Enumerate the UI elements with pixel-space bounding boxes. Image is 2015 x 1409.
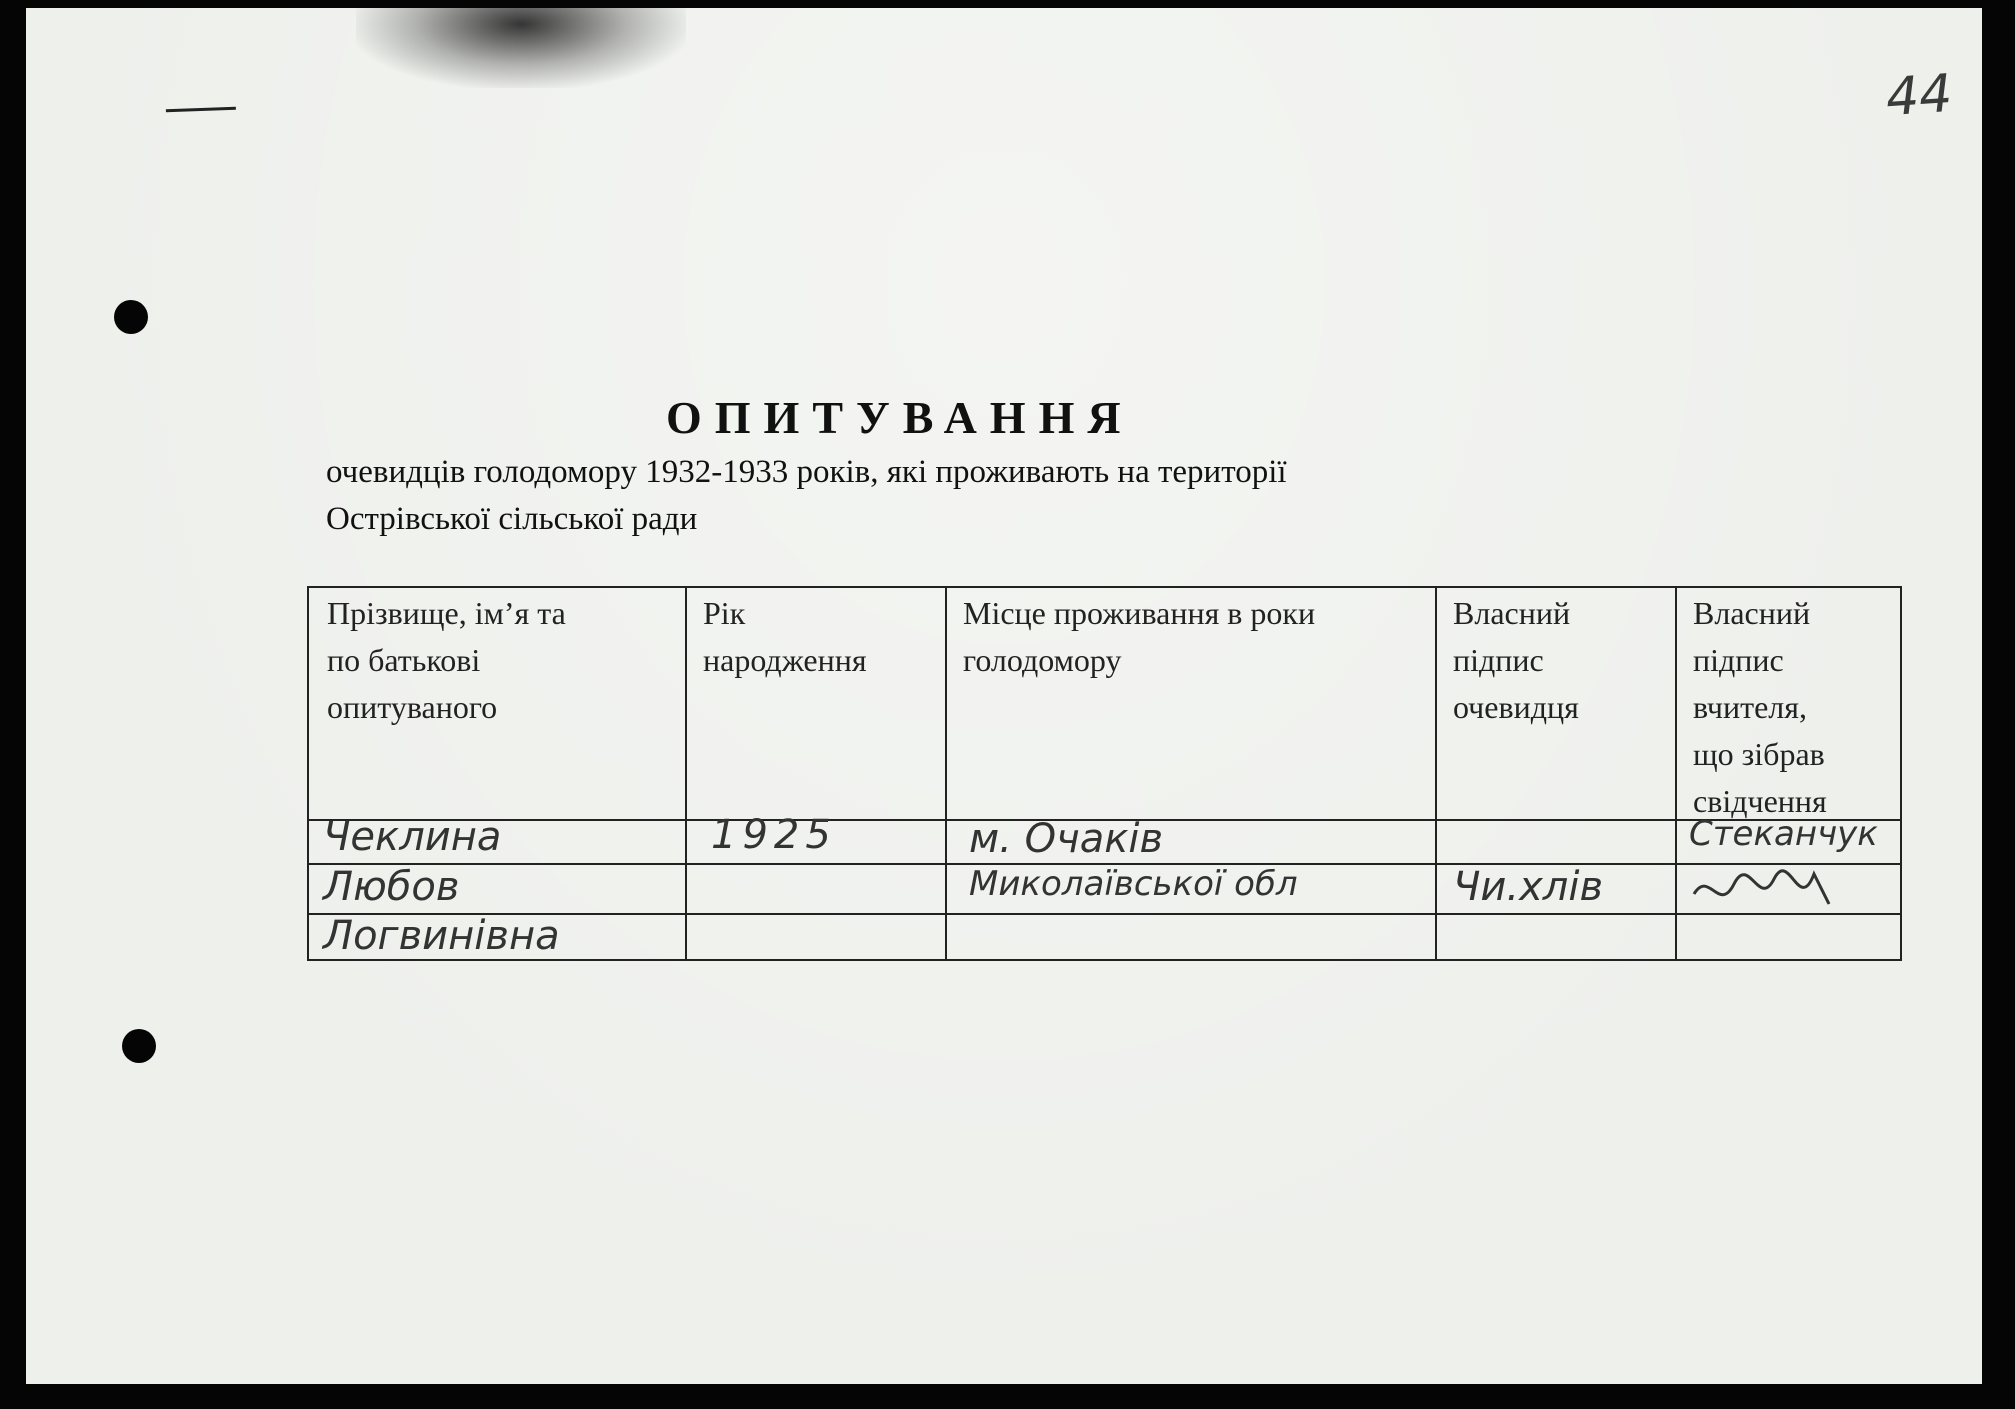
header-respondent-name: Прізвище, ім’я та по батькові опитуваного [327,595,566,725]
ink-smudge [356,8,686,88]
header-teacher-signature: Власний підпис вчителя, що зібрав свідчення [1693,595,1827,819]
document-subtitle [326,449,1826,543]
page-number: 44 [1883,63,1955,129]
handwritten-surname: Чеклина [323,814,502,860]
teacher-signature: Стеканчук [1689,814,1878,854]
teacher-signature-scribble [1689,864,1839,920]
survey-table [307,586,1902,961]
column-divider [945,588,947,959]
handwritten-first-name: Любов [323,864,460,910]
column-divider [1435,588,1437,959]
subtitle-line-1: очевидців голодомору 1932-1933 років, які проживають на території [326,454,1287,490]
witness-signature: Чи.хлів [1453,864,1604,910]
header-witness-signature: Власний підпис очевидця [1453,595,1579,725]
handwritten-residence-city: м. Очаків [969,816,1164,862]
column-divider [685,588,687,959]
document-page [26,8,1982,1384]
subtitle-line-2: Острівської сільської ради [326,501,698,537]
pencil-mark [166,107,236,118]
handwritten-patronymic: Логвинівна [323,913,560,959]
handwritten-birth-year: 1925 [711,812,837,858]
header-birth-year: Рік народження [703,595,867,678]
header-residence: Місце проживання в роки голодомору [963,595,1316,678]
handwritten-residence-region: Миколаївської обл [969,864,1298,904]
punch-hole-top [114,300,148,334]
column-divider [1675,588,1677,959]
punch-hole-bottom [122,1029,156,1063]
document-title: ОПИТУВАННЯ [666,392,1134,443]
